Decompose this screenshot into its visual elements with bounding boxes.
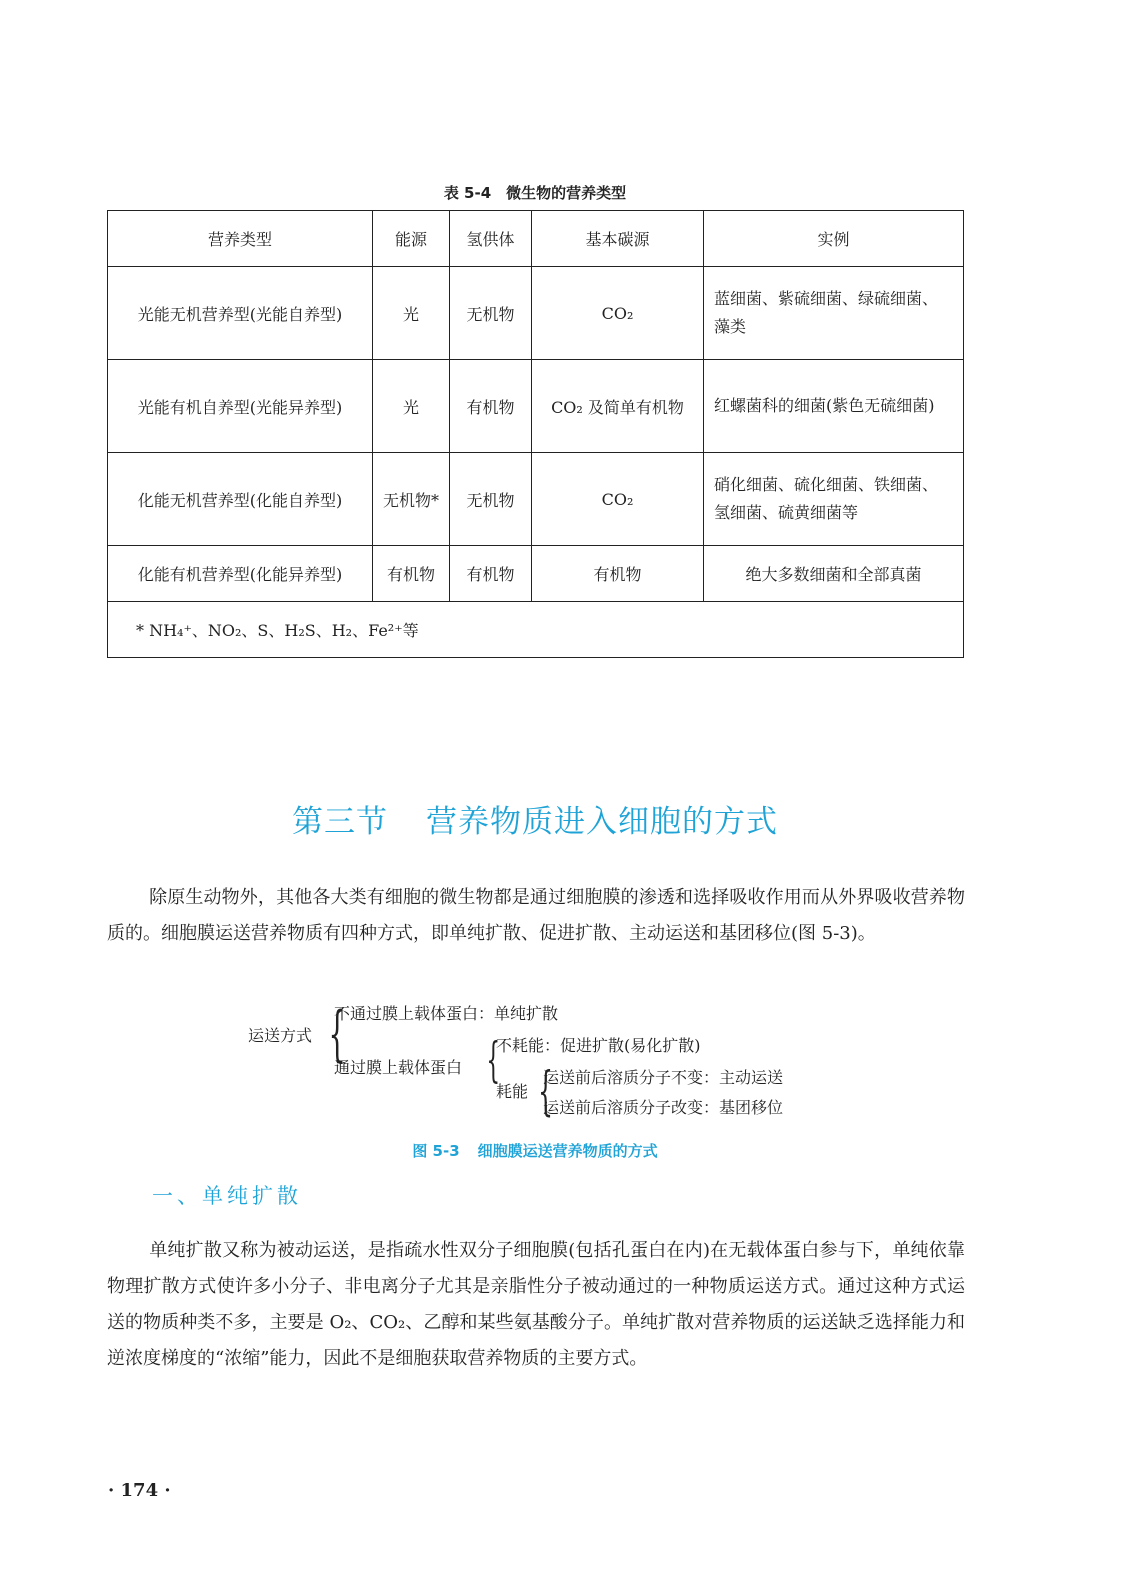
cell-type: 化能有机营养型(化能异养型)	[108, 546, 373, 602]
page-number: · 174 ·	[108, 1480, 171, 1501]
subheading: 一、单纯扩散	[152, 1184, 302, 1208]
cell-example: 硝化细菌、硫化细菌、铁细菌、氢细菌、硫黄细菌等	[704, 453, 964, 546]
table-footnote-row	[108, 602, 964, 658]
diagram-root: 运送方式	[248, 1026, 313, 1045]
cell-hydrogen: 有机物	[450, 360, 532, 453]
figure-number: 图 5-3	[412, 1142, 460, 1160]
diagram-leaf-1: 运送前后溶质分子不变：主动运送	[543, 1068, 784, 1087]
diagram-branch-1: 不通过膜上载体蛋白：单纯扩散	[334, 1004, 559, 1023]
cell-type: 光能无机营养型(光能自养型)	[108, 267, 373, 360]
cell-example: 红螺菌科的细菌(紫色无硫细菌)	[704, 360, 964, 453]
cell-type: 光能有机自养型(光能异养型)	[108, 360, 373, 453]
diagram-leaf-2: 运送前后溶质分子改变：基团移位	[543, 1098, 784, 1117]
cell-energy: 光	[373, 267, 450, 360]
table-row	[108, 453, 964, 546]
section-title	[0, 796, 1070, 841]
cell-hydrogen: 有机物	[450, 546, 532, 602]
table-footnote: * NH₄⁺、NO₂、S、H₂S、H₂、Fe²⁺等	[108, 602, 964, 658]
header-energy: 能源	[373, 211, 450, 267]
cell-type: 化能无机营养型(化能自养型)	[108, 453, 373, 546]
diagram-sub-1: 不耗能：促进扩散(易化扩散)	[496, 1036, 701, 1055]
table-row	[108, 546, 964, 602]
cell-carbon: CO₂ 及简单有机物	[532, 360, 704, 453]
body-paragraph	[107, 1233, 965, 1377]
section-title-text: 营养物质进入细胞的方式	[426, 804, 778, 840]
cell-example: 绝大多数细菌和全部真菌	[704, 546, 964, 602]
diagram-brace: {	[486, 1032, 501, 1088]
table-header-row	[108, 211, 964, 267]
table-row	[108, 360, 964, 453]
cell-carbon: CO₂	[532, 453, 704, 546]
diagram-brace: {	[538, 1062, 553, 1122]
header-hydrogen-donor: 氢供体	[450, 211, 532, 267]
diagram-brace: {	[328, 999, 346, 1069]
cell-carbon: CO₂	[532, 267, 704, 360]
intro-paragraph	[107, 880, 965, 952]
cell-example: 蓝细菌、紫硫细菌、绿硫细菌、藻类	[704, 267, 964, 360]
figure-caption-text: 细胞膜运送营养物质的方式	[477, 1142, 658, 1160]
table-row	[108, 267, 964, 360]
cell-carbon: 有机物	[532, 546, 704, 602]
intro-paragraph-text: 除原生动物外，其他各大类有细胞的微生物都是通过细胞膜的渗透和选择吸收作用而从外界吸收营养物质的。细胞膜运送营养物质有四种方式，即单纯扩散、促进扩散、主动运送和基团移位(图 5-3)。	[107, 887, 965, 944]
header-example: 实例	[704, 211, 964, 267]
header-nutrition-type: 营养类型	[108, 211, 373, 267]
cell-energy: 有机物	[373, 546, 450, 602]
cell-energy: 光	[373, 360, 450, 453]
diagram-branch-2: 通过膜上载体蛋白	[334, 1058, 463, 1077]
diagram-sub-2: 耗能	[496, 1082, 529, 1101]
cell-hydrogen: 无机物	[450, 267, 532, 360]
body-paragraph-text: 单纯扩散又称为被动运送，是指疏水性双分子细胞膜(包括孔蛋白在内)在无载体蛋白参与下，单纯依靠物理扩散方式使许多小分子、非电离分子尤其是亲脂性分子被动通过的一种物质运送方式。通过这种方式运送的物质种类不多，主要是 O₂、CO₂、乙醇和某些氨基酸分子。单纯扩散对营养物质的运送缺乏选择能力和逆浓度梯度的“浓缩”能力，因此不是细胞获取营养物质的主要方式。	[107, 1240, 965, 1369]
cell-hydrogen: 无机物	[450, 453, 532, 546]
nutrition-type-table	[107, 210, 964, 658]
cell-energy: 无机物*	[373, 453, 450, 546]
section-number: 第三节	[292, 804, 388, 840]
figure-caption	[0, 1140, 1070, 1161]
header-carbon-source: 基本碳源	[532, 211, 704, 267]
table-caption: 表 5-4 微生物的营养类型	[443, 184, 627, 202]
